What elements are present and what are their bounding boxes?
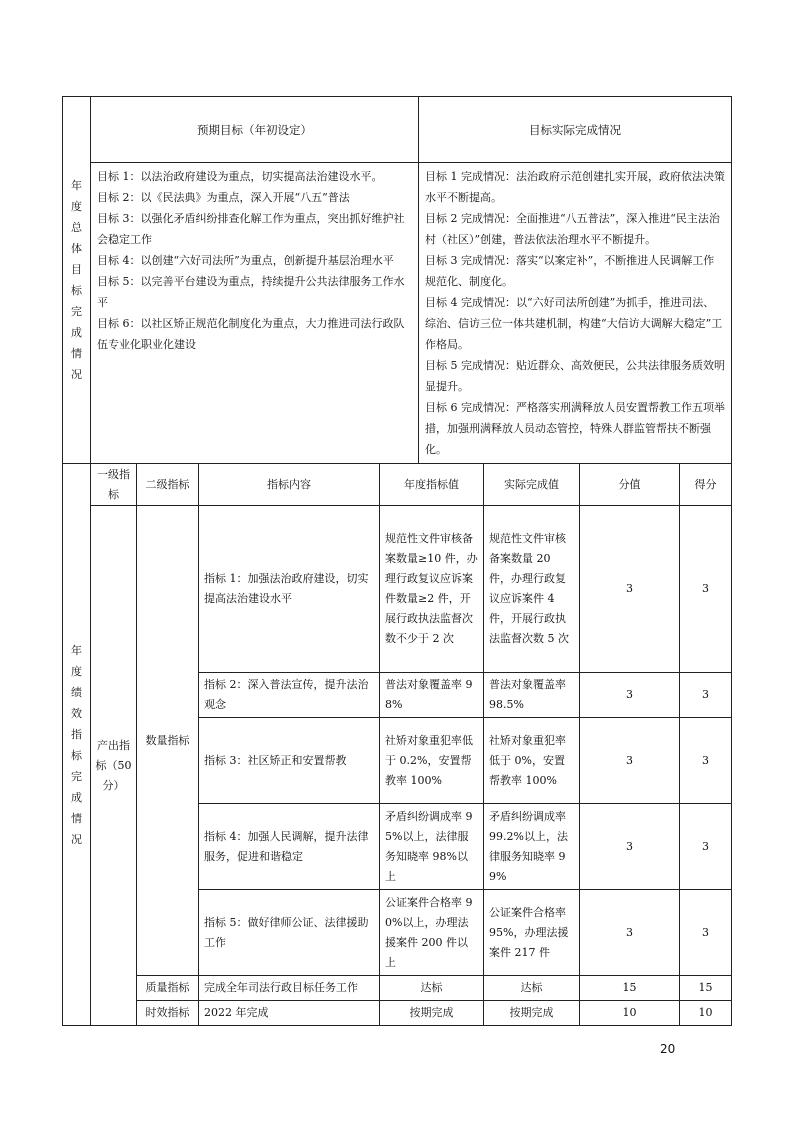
expected-goals-cell [91,163,419,464]
indicator-content: 指标 1：加强法治政府建设，切实提高法治建设水平 [199,506,380,673]
indicator-target: 按期完成 [380,1001,484,1026]
performance-table-page [62,96,731,1026]
header-score: 分值 [580,464,680,506]
actual-goals-header: 目标实际完成情况 [419,97,732,163]
indicator-target: 矛盾纠纷调成率 95%以上，法律服务知晓率 98%以上 [380,804,484,890]
indicator-got: 3 [680,718,732,804]
table-row [63,1001,732,1026]
indicator-target: 公证案件合格率 90%以上，办理法援案件 200 件以上 [380,890,484,976]
indicator-actual: 按期完成 [484,1001,580,1026]
indicator-target: 规范性文件审核备案数量≥10 件，办理行政复议应诉案件数量≥2 件，开展行政执法监督次数不少于 2 次 [380,506,484,673]
actual-goal-5: 目标 5 完成情况：贴近群众、高效便民，公共法律服务质效明显提升。 [425,359,725,393]
indicator-score: 3 [580,673,680,718]
expected-goal-2: 目标 2：以《民法典》为重点，深入开展“八五”普法 [97,191,350,204]
indicator-content: 完成全年司法行政目标任务工作 [199,976,380,1001]
expected-goal-6: 目标 6：以社区矫正规范化制度化为重点，大力推进司法行政队伍专业化职业化建设 [97,317,405,351]
indicator-target: 达标 [380,976,484,1001]
header-target: 年度指标值 [380,464,484,506]
expected-goals-header: 预期目标（年初设定） [91,97,419,163]
indicator-got: 15 [680,976,732,1001]
indicator-actual: 达标 [484,976,580,1001]
indicator-score: 10 [580,1001,680,1026]
indicator-actual: 社矫对象重犯率低于 0%，安置帮教率 100% [484,718,580,804]
indicator-actual: 普法对象覆盖率 98.5% [484,673,580,718]
indicator-content: 指标 4：加强人民调解，提升法律服务，促进和谐稳定 [199,804,380,890]
actual-goal-1: 目标 1 完成情况：法治政府示范创建扎实开展，政府依法决策水平不断提高。 [425,170,725,204]
expected-goal-3: 目标 3：以强化矛盾纠纷排查化解工作为重点，突出抓好维护社会稳定工作 [97,212,405,246]
quantity-indicator-label: 数量指标 [137,506,199,976]
indicator-actual: 公证案件合格率 95%，办理法援案件 217 件 [484,890,580,976]
actual-goals-cell [419,163,732,464]
indicator-got: 10 [680,1001,732,1026]
indicator-score: 3 [580,718,680,804]
quality-indicator-label: 质量指标 [137,976,199,1001]
indicator-got: 3 [680,804,732,890]
header-actual: 实际完成值 [484,464,580,506]
indicator-score: 3 [580,506,680,673]
indicator-actual: 矛盾纠纷调成率 99.2%以上，法律服务知晓率 99% [484,804,580,890]
performance-indicators-table [62,463,732,1026]
actual-goal-3: 目标 3 完成情况：落实“以案定补”，不断推进人民调解工作规范化、制度化。 [425,254,715,288]
expected-goal-4: 目标 4：以创建“六好司法所”为重点，创新提升基层治理水平 [97,254,394,267]
indicator-actual: 规范性文件审核备案数量 20 件，办理行政复议应诉案件 4 件，开展行政执法监督次数 5 次 [484,506,580,673]
indicator-content: 指标 2：深入普法宣传，提升法治观念 [199,673,380,718]
indicator-score: 3 [580,890,680,976]
indicator-content: 2022 年完成 [199,1001,380,1026]
table-row [63,976,732,1001]
expected-goal-1: 目标 1：以法治政府建设为重点，切实提高法治建设水平。 [97,170,383,183]
indicator-target: 普法对象覆盖率 98% [380,673,484,718]
table-row [63,506,732,673]
indicator-got: 3 [680,506,732,673]
header-level2: 二级指标 [137,464,199,506]
indicator-content: 指标 3：社区矫正和安置帮教 [199,718,380,804]
overall-goals-label: 年度总体目标完成情况 [63,97,91,464]
indicator-score: 3 [580,804,680,890]
indicator-got: 3 [680,673,732,718]
actual-goal-6: 目标 6 完成情况：严格落实刑满释放人员安置帮教工作五项举措，加强刑满释放人员动态管控，特殊人群监管帮扶不断强化。 [425,401,725,456]
timeliness-indicator-label: 时效指标 [137,1001,199,1026]
level1-output-label: 产出指标（50分） [91,506,137,1026]
actual-goal-4: 目标 4 完成情况：以“六好司法所创建”为抓手，推进司法、综治、信访三位一体共建机制，构建“大信访大调解大稳定”工作格局。 [425,296,723,351]
overall-goals-table [62,96,732,464]
header-level1: 一级指标 [91,464,137,506]
indicator-score: 15 [580,976,680,1001]
indicator-got: 3 [680,890,732,976]
performance-section-label: 年度绩效指标完成情况 [63,464,91,1026]
expected-goal-5: 目标 5：以完善平台建设为重点，持续提升公共法律服务工作水平 [97,275,405,309]
indicator-target: 社矫对象重犯率低于 0.2%，安置帮教率 100% [380,718,484,804]
indicator-content: 指标 5：做好律师公证、法律援助工作 [199,890,380,976]
header-content: 指标内容 [199,464,380,506]
page-number: 20 [660,1042,676,1056]
actual-goal-2: 目标 2 完成情况：全面推进“八五普法”，深入推进“民主法治村（社区）”创建，普法依法治理水平不断提升。 [425,212,720,246]
header-got: 得分 [680,464,732,506]
